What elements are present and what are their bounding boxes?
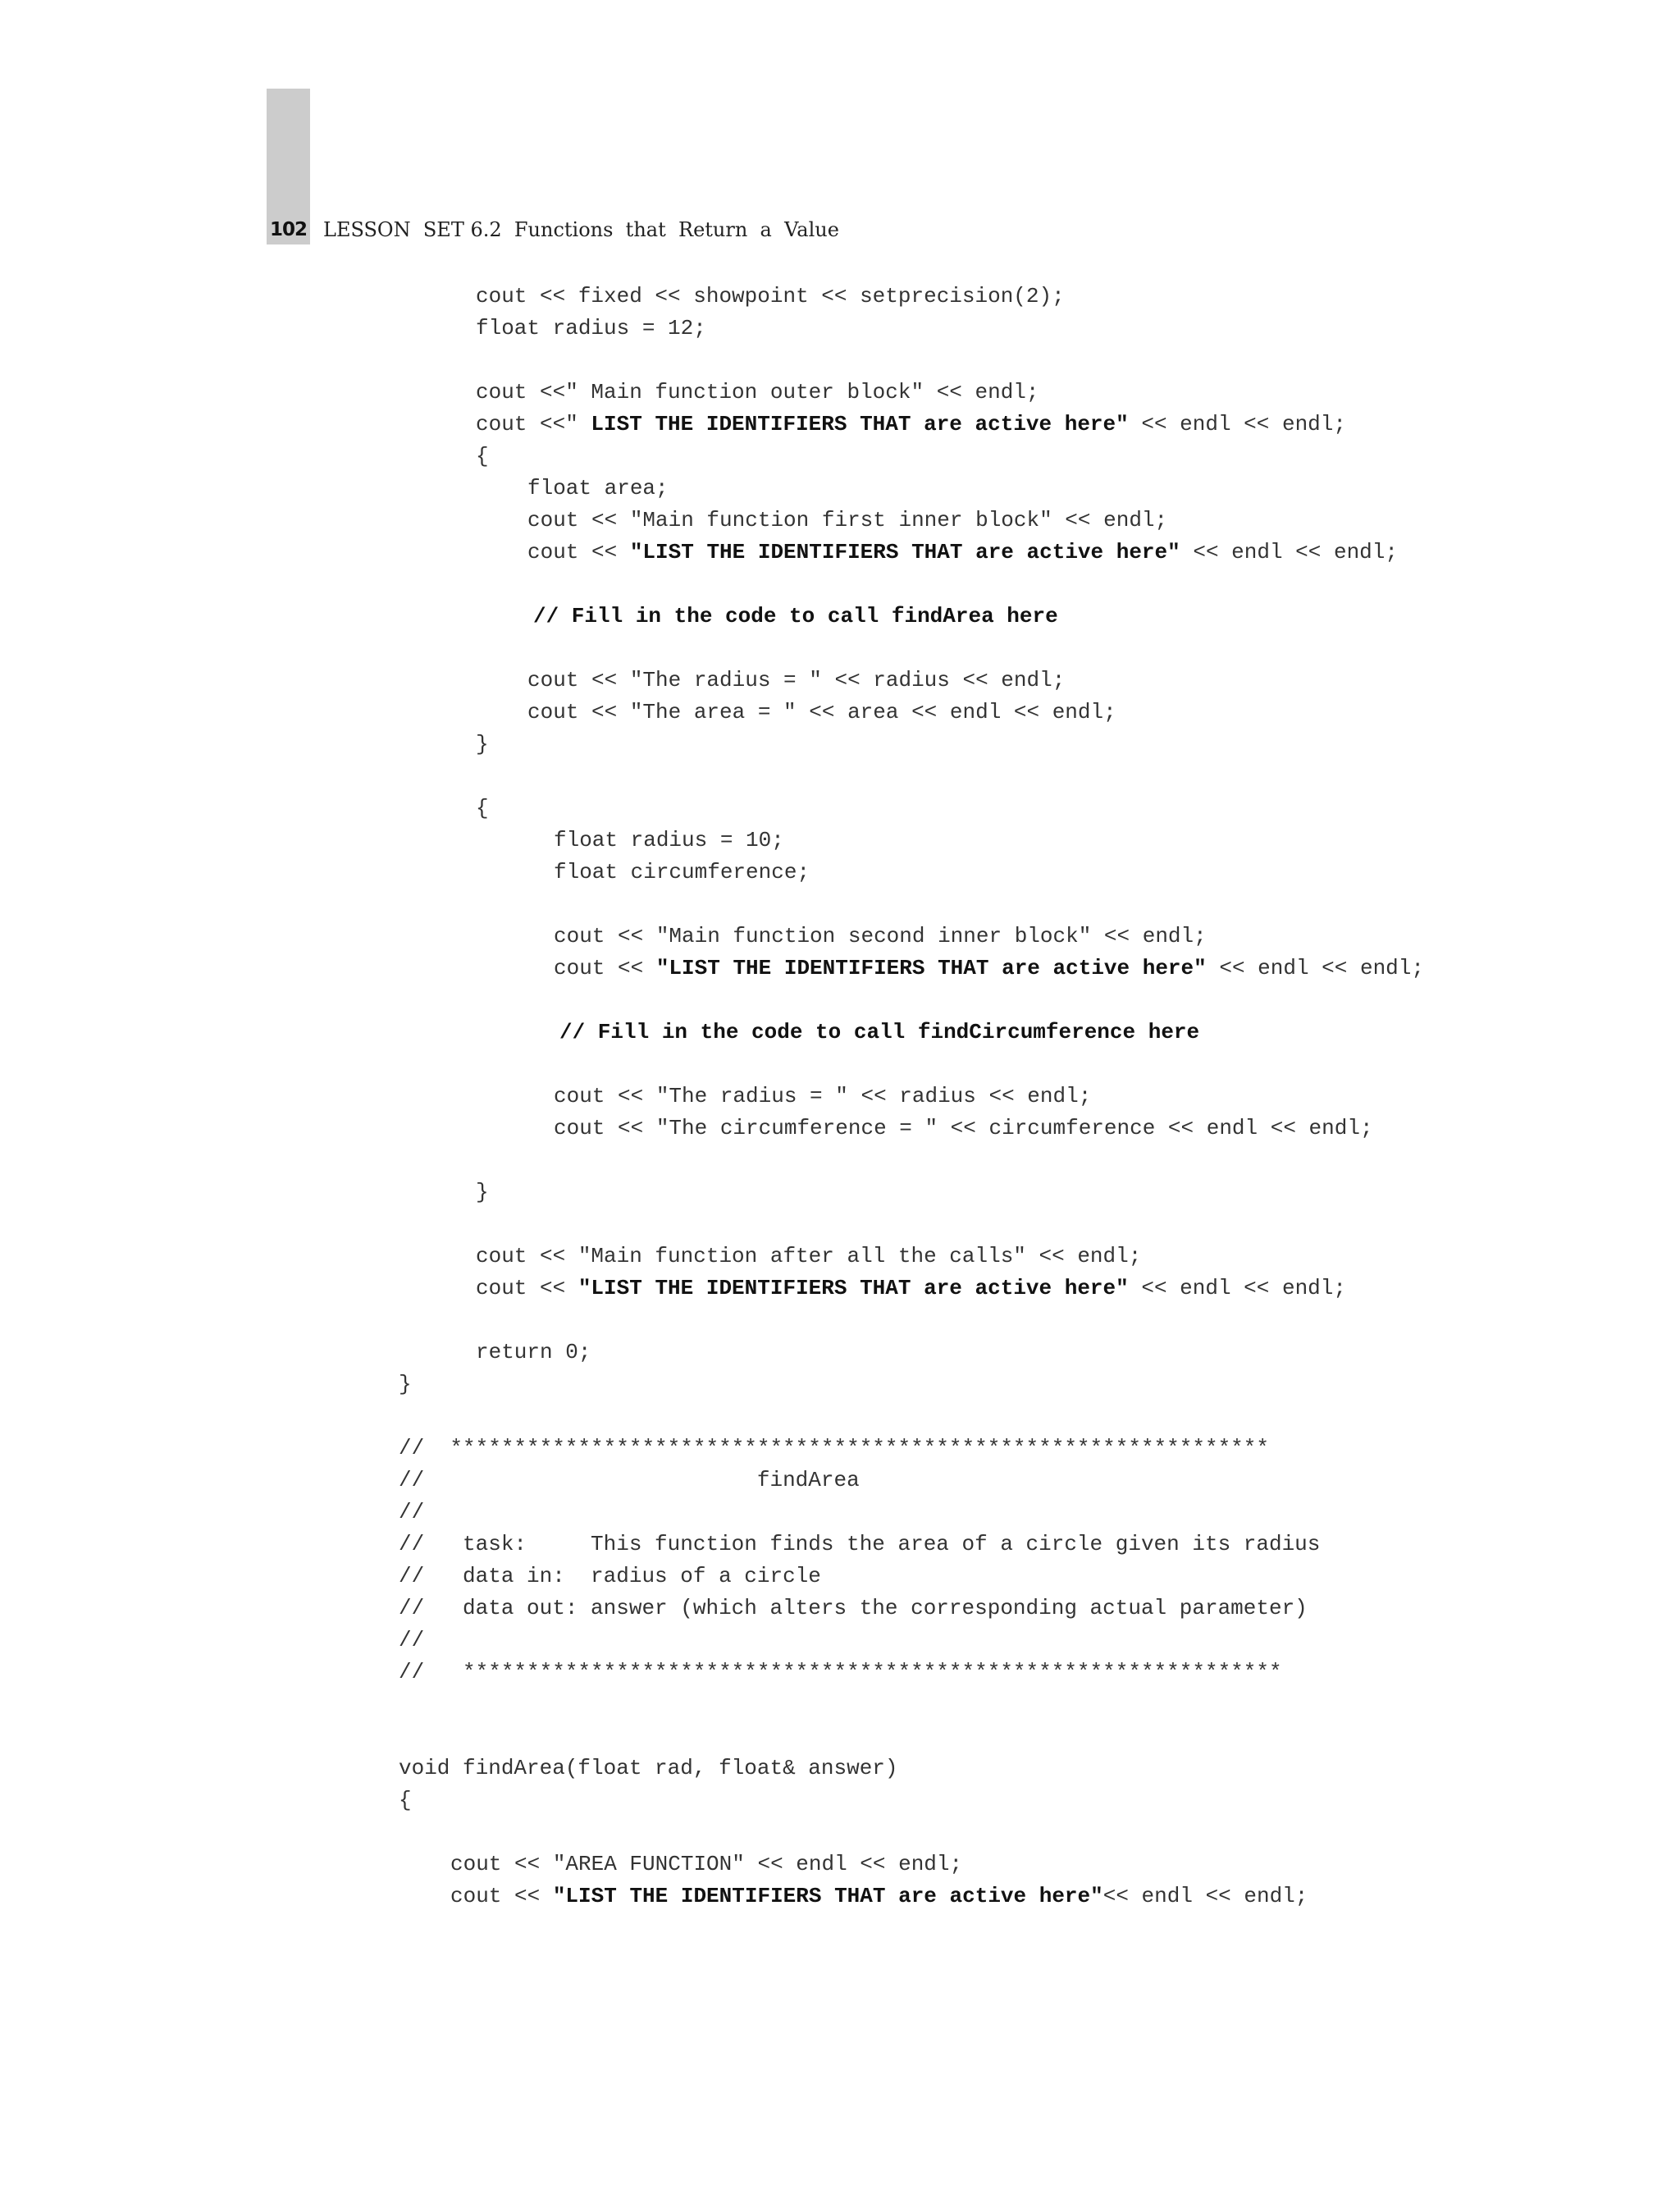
code-comment: // Fill in the code to call findCircumference here — [559, 1020, 1200, 1044]
comment-line: // — [399, 1628, 425, 1652]
bold-string: "LIST THE IDENTIFIERS THAT are active here" — [629, 540, 1180, 564]
code-line: cout << "LIST THE IDENTIFIERS THAT are active here"<< endl << endl; — [450, 1884, 1308, 1908]
code-comment: // Fill in the code to call findArea here — [533, 604, 1058, 628]
code-line: cout << "The area = " << area << endl << endl; — [527, 700, 1116, 724]
code-line: { — [399, 1788, 412, 1812]
code-line: cout << "The radius = " << radius << endl; — [554, 1084, 1092, 1108]
code-line: float circumference; — [554, 860, 810, 884]
bold-string: LIST THE IDENTIFIERS THAT are active here" — [578, 412, 1129, 436]
bold-string: "LIST THE IDENTIFIERS THAT are active here" — [578, 1276, 1129, 1300]
comment-line: // — [399, 1500, 425, 1524]
code-line: cout << "LIST THE IDENTIFIERS THAT are active here" << endl << endl; — [476, 1276, 1346, 1300]
bold-string: "LIST THE IDENTIFIERS THAT are active here" — [552, 1884, 1103, 1908]
code-line: cout <<" LIST THE IDENTIFIERS THAT are active here" << endl << endl; — [476, 412, 1346, 436]
code-line: cout << "The radius = " << radius << endl; — [527, 668, 1066, 692]
comment-line: // findArea — [399, 1468, 860, 1492]
running-head: LESSON SET 6.2 Functions that Return a Value — [323, 218, 839, 241]
page-number: 102 — [267, 216, 310, 244]
code-line: } — [399, 1372, 412, 1396]
code-line: cout << "LIST THE IDENTIFIERS THAT are active here" << endl << endl; — [527, 540, 1398, 564]
code-line: cout << fixed << showpoint << setprecision(2); — [476, 284, 1065, 308]
code-line: float area; — [527, 476, 669, 500]
code-line: return 0; — [476, 1340, 591, 1364]
bold-string: "LIST THE IDENTIFIERS THAT are active here" — [655, 956, 1207, 980]
code-line: cout << "Main function after all the calls" << endl; — [476, 1244, 1142, 1268]
code-line: cout << "The circumference = " << circumference << endl << endl; — [554, 1116, 1373, 1140]
comment-line: // task: This function finds the area of a circle given its radius — [399, 1532, 1321, 1556]
code-line: cout << "LIST THE IDENTIFIERS THAT are active here" << endl << endl; — [554, 956, 1424, 980]
comment-line: // **************************************************************** — [399, 1660, 1282, 1684]
code-line: cout << "Main function first inner block" << endl; — [527, 508, 1168, 532]
code-line: float radius = 10; — [554, 828, 784, 852]
code-line: } — [476, 1180, 489, 1204]
code-line: float radius = 12; — [476, 316, 706, 340]
comment-line: // data out: answer (which alters the corresponding actual parameter) — [399, 1596, 1308, 1620]
code-line: } — [476, 732, 489, 756]
code-line: cout << "Main function second inner block" << endl; — [554, 924, 1207, 948]
comment-line: // **************************************************************** — [399, 1436, 1269, 1460]
code-line: { — [476, 444, 489, 468]
comment-line: // data in: radius of a circle — [399, 1564, 821, 1588]
code-line: void findArea(float rad, float& answer) — [399, 1756, 898, 1780]
code-line: { — [476, 796, 489, 820]
code-line: cout <<" Main function outer block" << endl; — [476, 380, 1039, 404]
code-line: cout << "AREA FUNCTION" << endl << endl; — [450, 1852, 963, 1876]
